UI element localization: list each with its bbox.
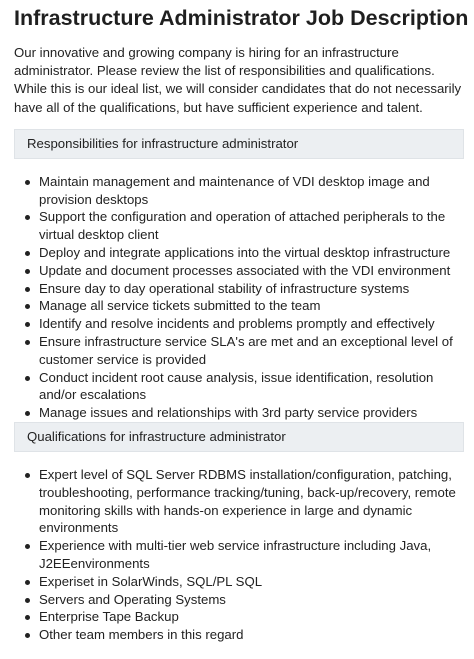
list-item [25,626,464,644]
list-item-text: Ensure infrastructure service SLA's are met and an exceptional level of customer service is provided [39,333,453,367]
bullet-icon [25,322,30,327]
list-item-text: Experience with multi-tier web service infrastructure including Java, J2EEenvironments [39,538,432,571]
list-item-text: Maintain management and maintenance of VDI desktop image and provision desktops [39,173,430,207]
list-item [25,280,464,298]
list-item-text: Update and document processes associated with the VDI environment [39,262,451,278]
list-item [25,404,464,422]
list-item [25,591,464,609]
list-item-text: Support the configuration and operation of attached peripherals to the virtual desktop client [39,209,446,243]
bullet-icon [25,411,30,416]
bullet-icon [25,544,30,549]
bullet-icon [25,580,30,585]
list-item-text: Other team members in this regard [39,627,244,643]
bullet-icon [25,633,30,638]
bullet-icon [25,180,30,185]
list-item-text: Manage all service tickets submitted to the team [39,298,321,314]
list-item [25,608,464,626]
list-item-text: Identify and resolve incidents and problems promptly and effectively [39,316,435,332]
list-item [25,573,464,591]
responsibilities-list [14,173,464,422]
bullet-icon [25,376,30,381]
list-item [25,208,464,244]
bullet-icon [25,287,30,292]
list-item-text: Conduct incident root cause analysis, issue identification, resolution and/or escalations [39,369,434,403]
list-item [25,466,464,537]
qualifications-list [14,466,464,644]
bullet-icon [25,598,30,603]
responsibilities-heading: Responsibilities for infrastructure administrator [14,129,464,159]
bullet-icon [25,304,30,309]
qualifications-heading: Qualifications for infrastructure administrator [14,422,464,452]
list-item-text: Expert level of SQL Server RDBMS installation/configuration, patching, troubleshooting, performance tracking/tuning, back-up/recovery, remote monitoring skills with hands-on experience in large and dynamic environments [39,466,456,536]
bullet-icon [25,269,30,274]
list-item [25,369,464,405]
list-item [25,315,464,333]
bullet-icon [25,340,30,345]
list-item-text: Servers and Operating Systems [39,591,226,607]
intro-paragraph: Our innovative and growing company is hiring for an infrastructure administrator. Please review the list of responsibilities and qualifications. While this is our ideal list, we will consider candidates that do not necessarily have all of the qualifications, but have sufficient experience and talent. [14,45,462,115]
bullet-icon [25,473,30,478]
bullet-icon [25,251,30,256]
list-item [25,537,464,573]
list-item [25,173,464,209]
list-item-text: Manage issues and relationships with 3rd party service providers [39,405,418,421]
list-item [25,262,464,280]
list-item [25,244,464,262]
list-item-text: Ensure day to day operational stability of infrastructure systems [39,280,410,296]
list-item-text: Deploy and integrate applications into the virtual desktop infrastructure [39,245,451,260]
bullet-icon [25,215,30,220]
list-item-text: Experiset in SolarWinds, SQL/PL SQL [39,573,263,589]
list-item [25,297,464,315]
list-item [25,333,464,369]
bullet-icon [25,615,30,620]
list-item-text: Enterprise Tape Backup [39,609,179,625]
page-title: Infrastructure Administrator Job Description [14,6,469,30]
